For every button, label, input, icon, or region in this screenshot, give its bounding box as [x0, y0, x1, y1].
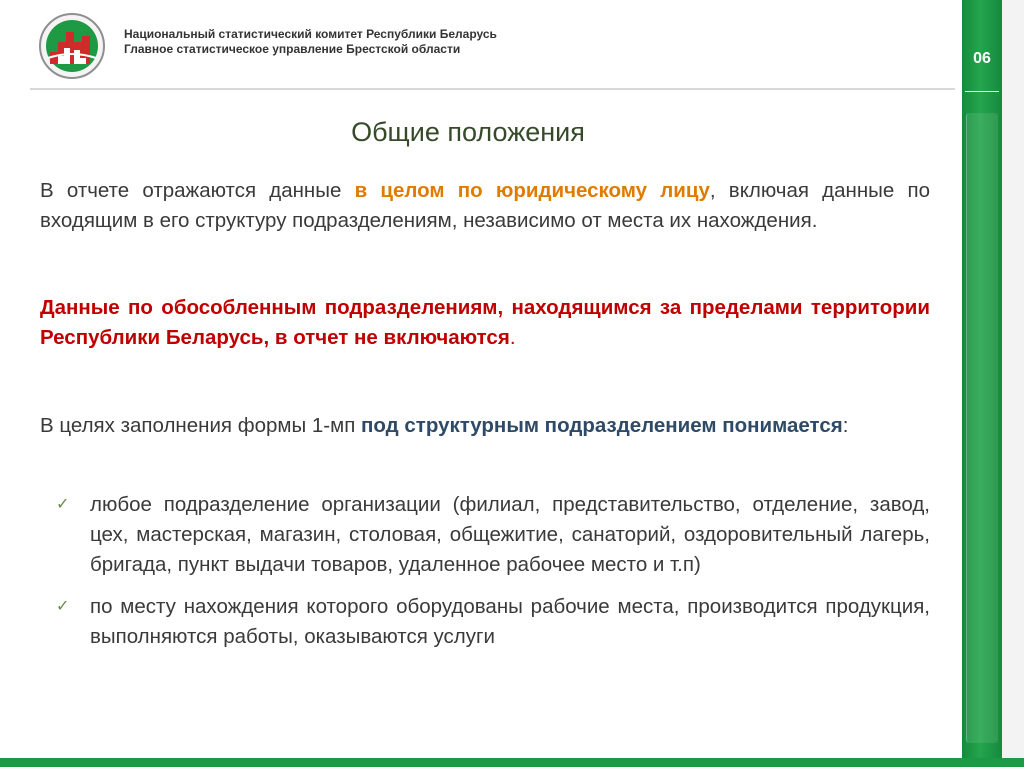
paragraph-legal-entity — [40, 176, 930, 236]
belstat-emblem-icon — [38, 12, 106, 80]
organization-line-2: Главное статистическое управление Брестской области — [124, 42, 461, 56]
organization-name — [124, 27, 497, 57]
side-panel — [966, 113, 998, 743]
list-item-text: по месту нахождения которого оборудованы рабочие места, производится продукция, выполняются работы, оказываются услуги — [90, 595, 930, 648]
paragraph1-highlight: в целом по юридическому лицу — [354, 179, 710, 202]
definition-list — [56, 490, 930, 664]
paragraph-excluded-divisions — [40, 293, 930, 353]
header-divider — [30, 88, 955, 90]
paragraph1-after: , включая данные по входящим в его структуру подразделениям, независимо от места их нахождения. — [40, 179, 930, 232]
checkmark-icon: ✓ — [56, 496, 70, 513]
paragraph1-before: В отчете отражаются данные — [40, 179, 355, 202]
paragraph-definition — [40, 411, 930, 441]
list-item — [56, 490, 930, 580]
bottom-bar — [0, 758, 1024, 767]
organization-line-1: Национальный статистический комитет Республики Беларусь — [124, 27, 497, 41]
page-number: 06 — [973, 50, 991, 67]
side-strip — [1002, 0, 1024, 767]
paragraph3-after: : — [842, 414, 849, 437]
list-item-text: любое подразделение организации (филиал, представительство, отделение, завод, цех, мастерская, магазин, столовая, общежитие, санаторий, оздоровительный лагерь, бригада, пункт выдачи товаров, удаленное рабочее место и т.п) — [90, 493, 930, 576]
list-item — [56, 592, 930, 652]
side-divider — [965, 91, 999, 92]
paragraph3-before: В целях заполнения формы 1-мп — [40, 414, 362, 437]
slide-title: Общие положения — [351, 117, 585, 147]
paragraph2-text: Данные по обособленным подразделениям, находящимся за пределами территории Республики Беларусь, в отчет не включаются — [40, 296, 930, 349]
paragraph3-highlight: под структурным подразделением понимается — [361, 414, 843, 437]
paragraph2-end: . — [509, 326, 516, 349]
checkmark-icon: ✓ — [56, 598, 70, 615]
